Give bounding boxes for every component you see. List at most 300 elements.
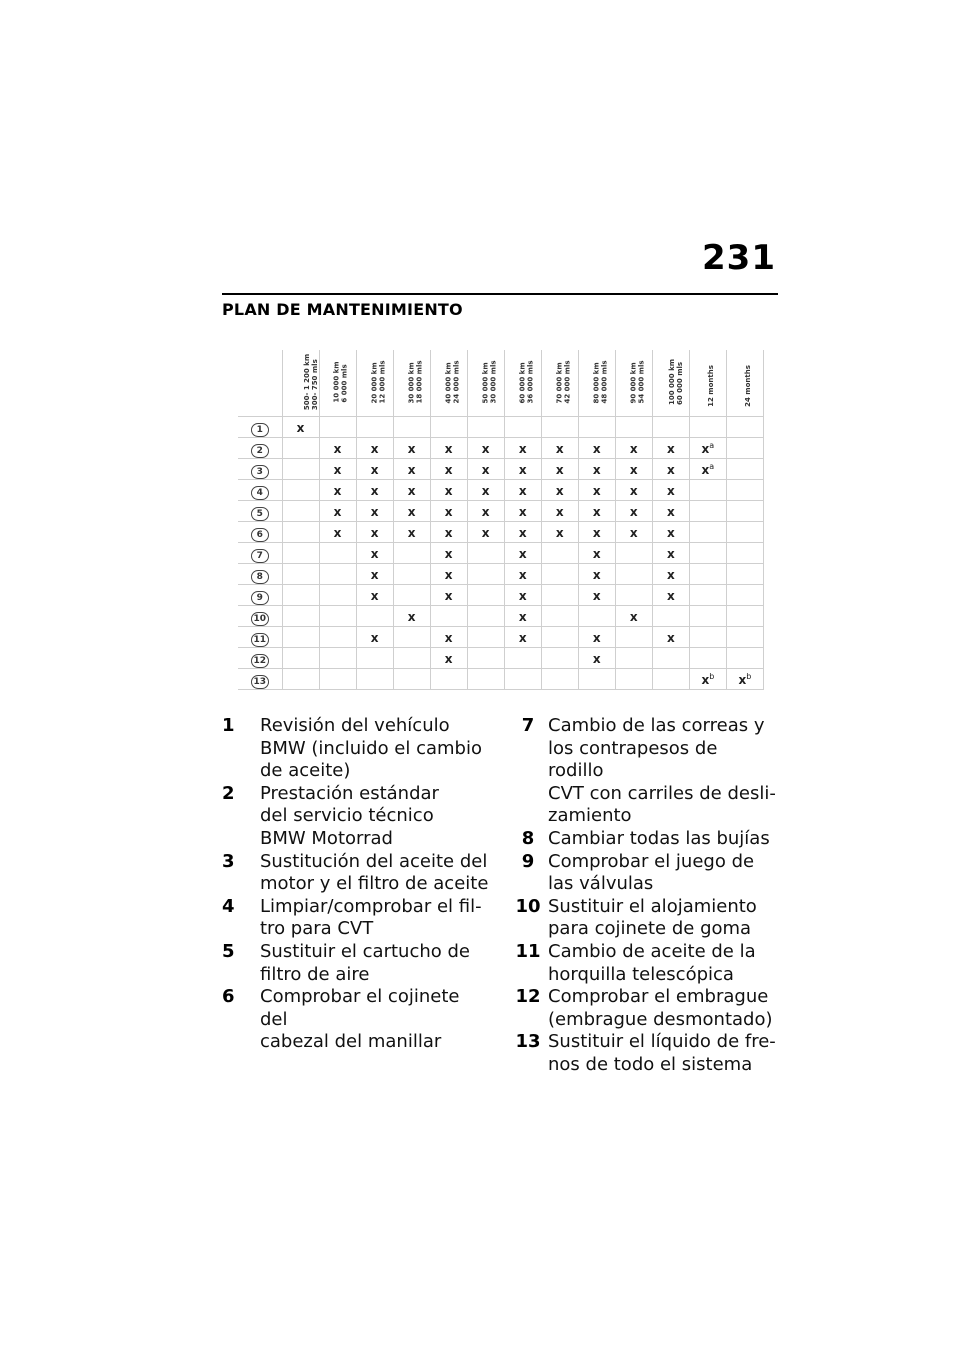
check-mark: x xyxy=(629,505,638,519)
check-mark: x xyxy=(481,526,490,540)
check-mark: x xyxy=(592,589,601,603)
schedule-cell xyxy=(282,626,319,647)
schedule-cell xyxy=(541,605,578,626)
schedule-cell xyxy=(578,647,615,668)
schedule-cell xyxy=(578,416,615,437)
check-mark: x xyxy=(555,463,564,477)
check-mark: $x^b$ xyxy=(738,672,752,687)
schedule-cell xyxy=(319,542,356,563)
legend-text: Comprobar el cojinete del cabezal del manillar xyxy=(260,986,460,1053)
schedule-cell xyxy=(578,605,615,626)
schedule-cell xyxy=(726,416,763,437)
check-mark: x xyxy=(444,463,453,477)
table-row xyxy=(238,563,764,584)
schedule-cell xyxy=(467,458,504,479)
schedule-cell xyxy=(615,605,652,626)
schedule-cell xyxy=(541,626,578,647)
legend-item xyxy=(222,851,492,896)
schedule-cell xyxy=(578,626,615,647)
schedule-cell xyxy=(356,626,393,647)
legend-text: Comprobar el embrague (embrague desmontado) xyxy=(548,986,773,1030)
schedule-cell xyxy=(282,479,319,500)
schedule-cell xyxy=(430,479,467,500)
legend-item xyxy=(222,986,492,1054)
schedule-cell xyxy=(467,668,504,689)
check-mark: x xyxy=(444,505,453,519)
schedule-cell xyxy=(319,584,356,605)
schedule-cell xyxy=(726,584,763,605)
schedule-cell xyxy=(615,647,652,668)
schedule-cell xyxy=(393,437,430,458)
check-mark: x xyxy=(518,463,527,477)
schedule-cell xyxy=(578,458,615,479)
table-row xyxy=(238,647,764,668)
schedule-cell xyxy=(504,647,541,668)
schedule-cell xyxy=(726,479,763,500)
schedule-cell xyxy=(319,416,356,437)
schedule-cell xyxy=(541,668,578,689)
legend-text: Comprobar el juego de las válvulas xyxy=(548,850,755,895)
schedule-cell xyxy=(467,605,504,626)
interval-column-header xyxy=(689,350,726,416)
interval-label: 80 000 km 48 000 mls xyxy=(592,360,609,404)
check-mark: x xyxy=(555,526,564,540)
schedule-cell xyxy=(541,479,578,500)
check-mark: x xyxy=(444,652,453,666)
check-mark: x xyxy=(629,442,638,456)
check-mark: x xyxy=(407,505,416,519)
table-row xyxy=(238,500,764,521)
schedule-cell xyxy=(652,458,689,479)
interval-column-header xyxy=(541,350,578,416)
legend-item xyxy=(508,986,778,1031)
row-index-cell xyxy=(238,542,282,563)
schedule-cell xyxy=(430,563,467,584)
schedule-cell xyxy=(504,521,541,542)
check-mark: x xyxy=(333,484,342,498)
schedule-cell xyxy=(578,437,615,458)
schedule-cell xyxy=(689,626,726,647)
schedule-cell xyxy=(393,458,430,479)
check-mark: x xyxy=(370,442,379,456)
check-mark: $x^a$ xyxy=(701,441,715,456)
schedule-cell xyxy=(467,626,504,647)
schedule-cell xyxy=(430,605,467,626)
check-mark: x xyxy=(629,526,638,540)
check-mark: x xyxy=(370,589,379,603)
check-mark: x xyxy=(518,631,527,645)
check-mark: $x^a$ xyxy=(701,462,715,477)
schedule-cell xyxy=(578,668,615,689)
schedule-cell xyxy=(615,416,652,437)
row-number-badge: 2 xyxy=(251,444,269,458)
schedule-cell xyxy=(504,563,541,584)
interval-column-header xyxy=(615,350,652,416)
schedule-cell xyxy=(615,584,652,605)
table-row xyxy=(238,668,764,689)
schedule-cell xyxy=(726,500,763,521)
check-mark: x xyxy=(333,442,342,456)
schedule-cell xyxy=(430,626,467,647)
schedule-cell xyxy=(467,521,504,542)
schedule-cell xyxy=(504,668,541,689)
schedule-cell xyxy=(356,668,393,689)
legend-text: Sustituir el líquido de fre- nos de todo el sistema xyxy=(548,1031,776,1075)
interval-label: 24 months xyxy=(743,365,752,408)
legend-number: 13 xyxy=(515,1031,541,1053)
check-mark: x xyxy=(666,505,675,519)
interval-label: 20 000 km 12 000 mls xyxy=(370,360,387,404)
legend-item xyxy=(222,941,492,986)
schedule-cell xyxy=(393,647,430,668)
check-mark: x xyxy=(407,442,416,456)
schedule-cell xyxy=(356,605,393,626)
schedule-cell xyxy=(467,563,504,584)
table-row xyxy=(238,521,764,542)
schedule-cell xyxy=(356,584,393,605)
legend-right-column xyxy=(508,715,778,1077)
schedule-cell xyxy=(504,626,541,647)
interval-column-header xyxy=(652,350,689,416)
check-mark: x xyxy=(370,547,379,561)
check-mark: x xyxy=(629,463,638,477)
schedule-cell xyxy=(652,647,689,668)
schedule-cell xyxy=(726,605,763,626)
check-mark: x xyxy=(592,463,601,477)
schedule-cell xyxy=(356,458,393,479)
schedule-cell xyxy=(356,542,393,563)
schedule-cell xyxy=(578,563,615,584)
check-mark: x xyxy=(592,631,601,645)
schedule-cell xyxy=(356,521,393,542)
check-mark: x xyxy=(666,484,675,498)
legend-item xyxy=(508,1031,778,1076)
check-mark: x xyxy=(333,526,342,540)
interval-column-header xyxy=(319,350,356,416)
schedule-cell xyxy=(393,563,430,584)
interval-label: 30 000 km 18 000 mls xyxy=(407,360,424,404)
row-number-badge: 5 xyxy=(251,507,269,521)
table-row xyxy=(238,584,764,605)
schedule-cell xyxy=(578,584,615,605)
check-mark: x xyxy=(407,526,416,540)
row-number-badge: 3 xyxy=(251,465,269,479)
row-number-badge: 6 xyxy=(251,528,269,542)
row-index-cell xyxy=(238,584,282,605)
check-mark: x xyxy=(592,442,601,456)
schedule-cell xyxy=(282,500,319,521)
row-index-cell xyxy=(238,647,282,668)
legend-number: 6 xyxy=(222,986,235,1008)
schedule-cell xyxy=(282,458,319,479)
interval-column-header xyxy=(356,350,393,416)
schedule-cell xyxy=(467,647,504,668)
row-index-cell xyxy=(238,500,282,521)
legend-number: 10 xyxy=(515,895,541,917)
schedule-cell xyxy=(726,626,763,647)
row-number-badge: 10 xyxy=(251,612,269,626)
schedule-cell xyxy=(578,479,615,500)
legend-left-column xyxy=(222,715,492,1054)
schedule-cell xyxy=(282,584,319,605)
row-number-badge: 1 xyxy=(251,423,269,437)
check-mark: x xyxy=(592,568,601,582)
table-row xyxy=(238,626,764,647)
legend-number: 12 xyxy=(515,986,541,1008)
check-mark: x xyxy=(518,442,527,456)
schedule-cell xyxy=(652,668,689,689)
legend-item xyxy=(222,715,492,783)
check-mark: x xyxy=(555,442,564,456)
legend-item xyxy=(508,896,778,941)
schedule-cell xyxy=(467,542,504,563)
schedule-cell xyxy=(467,500,504,521)
schedule-cell xyxy=(393,584,430,605)
schedule-cell xyxy=(541,458,578,479)
schedule-cell xyxy=(319,437,356,458)
schedule-cell xyxy=(652,521,689,542)
row-index-cell xyxy=(238,479,282,500)
legend-item xyxy=(508,828,778,851)
schedule-cell xyxy=(504,584,541,605)
footnote-mark: a xyxy=(709,462,715,471)
legend-text: Cambio de las correas y los contrapesos de rodillo CVT con carriles de desli- zamiento xyxy=(548,715,776,827)
schedule-cell xyxy=(689,563,726,584)
check-mark: x xyxy=(518,526,527,540)
interval-column-header xyxy=(430,350,467,416)
row-index-cell xyxy=(238,458,282,479)
check-mark: x xyxy=(629,610,638,624)
schedule-cell xyxy=(319,647,356,668)
schedule-cell xyxy=(541,521,578,542)
legend-number: 9 xyxy=(521,850,535,872)
schedule-cell xyxy=(467,479,504,500)
schedule-cell xyxy=(652,542,689,563)
check-mark: x xyxy=(666,547,675,561)
page-number: 231 xyxy=(702,238,776,278)
schedule-cell xyxy=(541,647,578,668)
maintenance-schedule-table xyxy=(238,350,764,687)
schedule-cell xyxy=(652,416,689,437)
table-row xyxy=(238,437,764,458)
row-number-badge: 12 xyxy=(251,654,269,668)
check-mark: x xyxy=(370,526,379,540)
check-mark: x xyxy=(518,589,527,603)
schedule-cell xyxy=(356,647,393,668)
legend-text: Sustituir el cartucho de filtro de aire xyxy=(260,940,470,985)
schedule-cell xyxy=(652,479,689,500)
schedule-cell xyxy=(430,500,467,521)
schedule-cell xyxy=(689,605,726,626)
section-title: PLAN DE MANTENIMIENTO xyxy=(222,300,463,319)
check-mark: x xyxy=(444,442,453,456)
check-mark: x xyxy=(407,463,416,477)
schedule-cell xyxy=(541,563,578,584)
schedule-cell xyxy=(282,542,319,563)
row-number-badge: 9 xyxy=(251,591,269,605)
schedule-cell xyxy=(393,521,430,542)
schedule-cell xyxy=(541,542,578,563)
check-mark: x xyxy=(666,463,675,477)
schedule-cell xyxy=(356,437,393,458)
schedule-cell xyxy=(282,668,319,689)
schedule-cell xyxy=(504,605,541,626)
interval-column-header xyxy=(504,350,541,416)
check-mark: x xyxy=(592,526,601,540)
check-mark: x xyxy=(518,505,527,519)
check-mark: x xyxy=(518,610,527,624)
check-mark: $x^b$ xyxy=(701,672,715,687)
schedule-cell xyxy=(430,668,467,689)
schedule-cell xyxy=(689,542,726,563)
row-number-badge: 13 xyxy=(251,675,269,689)
legend-number: 3 xyxy=(222,850,235,872)
legend-text: Prestación estándar del servicio técnico BMW Motorrad xyxy=(260,782,439,849)
check-mark: x xyxy=(555,505,564,519)
check-mark: x xyxy=(518,547,527,561)
row-index-cell xyxy=(238,563,282,584)
schedule-cell xyxy=(504,458,541,479)
check-mark: x xyxy=(481,463,490,477)
check-mark: x xyxy=(370,484,379,498)
schedule-cell xyxy=(393,626,430,647)
check-mark: x xyxy=(444,547,453,561)
table-row xyxy=(238,479,764,500)
schedule-cell xyxy=(652,437,689,458)
schedule-cell xyxy=(652,584,689,605)
schedule-cell xyxy=(726,521,763,542)
check-mark: x xyxy=(666,442,675,456)
schedule-cell xyxy=(282,437,319,458)
table-row xyxy=(238,416,764,437)
schedule-cell xyxy=(652,626,689,647)
check-mark: x xyxy=(555,484,564,498)
schedule-cell xyxy=(430,647,467,668)
footnote-mark: b xyxy=(709,672,715,681)
schedule-cell xyxy=(319,626,356,647)
legend-item xyxy=(222,896,492,941)
schedule-cell xyxy=(578,500,615,521)
schedule-cell xyxy=(282,563,319,584)
check-mark: x xyxy=(518,484,527,498)
schedule-cell xyxy=(652,563,689,584)
schedule-cell xyxy=(319,521,356,542)
interval-column-header xyxy=(282,350,319,416)
schedule-cell xyxy=(393,668,430,689)
schedule-cell xyxy=(615,626,652,647)
row-number-badge: 11 xyxy=(251,633,269,647)
schedule-cell xyxy=(615,479,652,500)
schedule-cell xyxy=(430,416,467,437)
legend-number: 4 xyxy=(222,895,235,917)
schedule-cell xyxy=(726,437,763,458)
legend-item xyxy=(508,715,778,828)
row-index-cell xyxy=(238,437,282,458)
schedule-cell xyxy=(467,437,504,458)
legend-number: 11 xyxy=(515,940,541,962)
schedule-cell xyxy=(319,500,356,521)
check-mark: x xyxy=(592,484,601,498)
schedule-cell xyxy=(504,500,541,521)
schedule-cell xyxy=(356,500,393,521)
check-mark: x xyxy=(666,568,675,582)
schedule-cell xyxy=(504,542,541,563)
check-mark: x xyxy=(444,631,453,645)
schedule-cell xyxy=(541,416,578,437)
schedule-cell xyxy=(319,458,356,479)
schedule-cell xyxy=(726,458,763,479)
legend-text: Sustituir el alojamiento para cojinete de goma xyxy=(548,895,757,940)
schedule-cell xyxy=(615,542,652,563)
schedule-cell xyxy=(726,647,763,668)
schedule-cell xyxy=(615,500,652,521)
schedule-cell xyxy=(541,437,578,458)
schedule-cell xyxy=(689,416,726,437)
schedule-body xyxy=(238,416,764,689)
table-row xyxy=(238,542,764,563)
check-mark: x xyxy=(629,484,638,498)
schedule-cell xyxy=(467,416,504,437)
check-mark: x xyxy=(444,589,453,603)
schedule-cell xyxy=(356,479,393,500)
interval-column-header xyxy=(578,350,615,416)
schedule-cell xyxy=(541,500,578,521)
schedule-cell xyxy=(689,479,726,500)
check-mark: x xyxy=(333,505,342,519)
legend-number: 5 xyxy=(222,940,235,962)
interval-label: 50 000 km 30 000 mls xyxy=(481,360,498,404)
schedule-cell xyxy=(319,563,356,584)
schedule-cell xyxy=(393,605,430,626)
schedule-cell xyxy=(319,479,356,500)
schedule-cell xyxy=(652,500,689,521)
interval-label: 70 000 km 42 000 mls xyxy=(555,360,572,404)
schedule-cell xyxy=(652,605,689,626)
schedule-cell xyxy=(689,500,726,521)
schedule-cell xyxy=(689,521,726,542)
check-mark: x xyxy=(370,631,379,645)
schedule-cell xyxy=(393,479,430,500)
schedule-cell xyxy=(689,584,726,605)
schedule-cell xyxy=(356,416,393,437)
row-index-cell xyxy=(238,605,282,626)
schedule-cell xyxy=(689,668,726,689)
check-mark: x xyxy=(666,631,675,645)
interval-label: 10 000 km 6 000 mls xyxy=(332,361,349,403)
legend-text: Cambiar todas las bujías xyxy=(548,827,770,849)
interval-label: 12 months xyxy=(706,365,715,408)
schedule-cell xyxy=(282,605,319,626)
schedule-cell xyxy=(282,647,319,668)
row-number-badge: 8 xyxy=(251,570,269,584)
interval-column-header xyxy=(467,350,504,416)
interval-label: 40 000 km 24 000 mls xyxy=(444,360,461,404)
schedule-cell xyxy=(356,563,393,584)
check-mark: x xyxy=(333,463,342,477)
legend-item xyxy=(222,783,492,851)
legend-number: 1 xyxy=(222,715,235,736)
schedule-cell xyxy=(726,563,763,584)
row-number-badge: 4 xyxy=(251,486,269,500)
check-mark: x xyxy=(370,463,379,477)
check-mark: x xyxy=(444,526,453,540)
check-mark: x xyxy=(296,421,305,435)
schedule-cell xyxy=(430,521,467,542)
schedule-cell xyxy=(393,416,430,437)
check-mark: x xyxy=(481,505,490,519)
legend-text: Sustitución del aceite del motor y el filtro de aceite xyxy=(260,850,489,895)
row-index-cell xyxy=(238,668,282,689)
